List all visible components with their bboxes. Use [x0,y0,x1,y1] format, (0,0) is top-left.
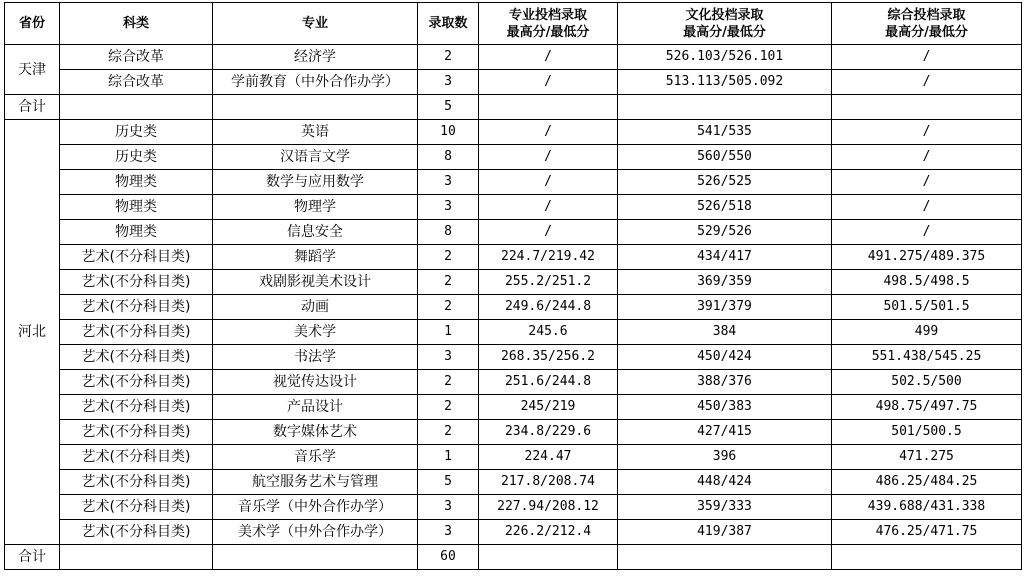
major-cell: 美术学（中外合作办学） [213,520,418,545]
category-cell: 艺术(不分科目类) [60,295,213,320]
cult-score-cell: 541/535 [618,120,832,145]
prof-score-cell: / [479,45,618,70]
comp-score-cell: 498.5/498.5 [832,270,1022,295]
cult-score-cell: 560/550 [618,145,832,170]
table-row [5,245,1022,270]
category-cell: 物理类 [60,220,213,245]
table-row [5,70,1022,95]
admitted-cell: 2 [418,395,479,420]
header-cult-score [618,3,832,45]
prof-score-cell: / [479,220,618,245]
prof-score-cell: 245/219 [479,395,618,420]
comp-score-cell: 501.5/501.5 [832,295,1022,320]
major-cell: 舞蹈学 [213,245,418,270]
major-cell: 英语 [213,120,418,145]
comp-score-cell: / [832,70,1022,95]
admitted-cell: 3 [418,70,479,95]
major-cell: 数字媒体艺术 [213,420,418,445]
table-row [5,145,1022,170]
admitted-cell: 3 [418,195,479,220]
major-cell: 戏剧影视美术设计 [213,270,418,295]
admitted-cell: 2 [418,420,479,445]
header-comp-score [832,3,1022,45]
empty-cell [479,95,618,120]
major-cell: 美术学 [213,320,418,345]
header-prof-score [479,3,618,45]
header-cult-line2: 最高分/最低分 [683,24,766,40]
table-row [5,170,1022,195]
major-cell: 航空服务艺术与管理 [213,470,418,495]
cult-score-cell: 513.113/505.092 [618,70,832,95]
admitted-cell: 2 [418,270,479,295]
category-cell: 物理类 [60,195,213,220]
prof-score-cell: 226.2/212.4 [479,520,618,545]
cult-score-cell: 391/379 [618,295,832,320]
header-row [5,3,1022,45]
admitted-cell: 3 [418,495,479,520]
cult-score-cell: 434/417 [618,245,832,270]
table-row [5,120,1022,145]
empty-cell [213,545,418,570]
total-row [5,545,1022,570]
empty-cell [832,545,1022,570]
admission-scores-table [4,2,1022,570]
cult-score-cell: 359/333 [618,495,832,520]
header-admitted: 录取数 [418,3,479,45]
empty-cell [60,545,213,570]
prof-score-cell: 224.47 [479,445,618,470]
comp-score-cell: 551.438/545.25 [832,345,1022,370]
admitted-cell: 1 [418,320,479,345]
prof-score-cell: / [479,70,618,95]
category-cell: 综合改革 [60,45,213,70]
table-row [5,295,1022,320]
comp-score-cell: 476.25/471.75 [832,520,1022,545]
category-cell: 艺术(不分科目类) [60,420,213,445]
prof-score-cell: / [479,195,618,220]
comp-score-cell: / [832,220,1022,245]
major-cell: 音乐学 [213,445,418,470]
category-cell: 艺术(不分科目类) [60,445,213,470]
comp-score-cell: 498.75/497.75 [832,395,1022,420]
category-cell: 艺术(不分科目类) [60,395,213,420]
cult-score-cell: 526/518 [618,195,832,220]
major-cell: 经济学 [213,45,418,70]
header-cult-line1: 文化投档录取 [685,7,764,23]
admitted-cell: 1 [418,445,479,470]
prof-score-cell: / [479,170,618,195]
major-cell: 音乐学（中外合作办学） [213,495,418,520]
cult-score-cell: 369/359 [618,270,832,295]
header-comp-line1: 综合投档录取 [887,7,966,23]
comp-score-cell: 502.5/500 [832,370,1022,395]
cult-score-cell: 526.103/526.101 [618,45,832,70]
major-cell: 信息安全 [213,220,418,245]
prof-score-cell: / [479,120,618,145]
category-cell: 历史类 [60,120,213,145]
cult-score-cell: 448/424 [618,470,832,495]
comp-score-cell: 471.275 [832,445,1022,470]
cult-score-cell: 526/525 [618,170,832,195]
empty-cell [618,545,832,570]
cult-score-cell: 419/387 [618,520,832,545]
header-category: 科类 [60,3,213,45]
major-cell: 产品设计 [213,395,418,420]
header-prof-line1: 专业投档录取 [508,7,587,23]
comp-score-cell: 501/500.5 [832,420,1022,445]
table-row [5,45,1022,70]
prof-score-cell: 245.6 [479,320,618,345]
table-row [5,520,1022,545]
comp-score-cell: 491.275/489.375 [832,245,1022,270]
table-row [5,220,1022,245]
prof-score-cell: 268.35/256.2 [479,345,618,370]
admitted-cell: 2 [418,45,479,70]
empty-cell [618,95,832,120]
prof-score-cell: 251.6/244.8 [479,370,618,395]
table-row [5,345,1022,370]
cult-score-cell: 450/424 [618,345,832,370]
empty-cell [832,95,1022,120]
cult-score-cell: 427/415 [618,420,832,445]
table-row [5,470,1022,495]
comp-score-cell: 499 [832,320,1022,345]
admitted-cell: 2 [418,370,479,395]
category-cell: 艺术(不分科目类) [60,495,213,520]
prof-score-cell: / [479,145,618,170]
header-comp-line2: 最高分/最低分 [885,24,968,40]
admitted-cell: 10 [418,120,479,145]
header-major: 专业 [213,3,418,45]
category-cell: 艺术(不分科目类) [60,470,213,495]
category-cell: 历史类 [60,145,213,170]
admitted-cell: 3 [418,520,479,545]
comp-score-cell: / [832,120,1022,145]
empty-cell [213,95,418,120]
comp-score-cell: / [832,145,1022,170]
admitted-cell: 8 [418,220,479,245]
total-row [5,95,1022,120]
admitted-cell: 5 [418,470,479,495]
total-label: 合计 [5,95,60,120]
table-row [5,495,1022,520]
cult-score-cell: 529/526 [618,220,832,245]
category-cell: 物理类 [60,170,213,195]
table-row [5,420,1022,445]
header-prof-line2: 最高分/最低分 [506,24,590,40]
admitted-cell: 8 [418,145,479,170]
major-cell: 汉语言文学 [213,145,418,170]
category-cell: 艺术(不分科目类) [60,520,213,545]
admitted-cell: 2 [418,245,479,270]
prof-score-cell: 227.94/208.12 [479,495,618,520]
category-cell: 艺术(不分科目类) [60,270,213,295]
empty-cell [60,95,213,120]
comp-score-cell: / [832,195,1022,220]
prof-score-cell: 217.8/208.74 [479,470,618,495]
major-cell: 物理学 [213,195,418,220]
total-value: 5 [418,95,479,120]
total-value: 60 [418,545,479,570]
prof-score-cell: 224.7/219.42 [479,245,618,270]
province-cell: 河北 [5,120,60,545]
category-cell: 综合改革 [60,70,213,95]
empty-cell [479,545,618,570]
comp-score-cell: 486.25/484.25 [832,470,1022,495]
province-cell: 天津 [5,45,60,95]
category-cell: 艺术(不分科目类) [60,320,213,345]
header-province: 省份 [5,3,60,45]
admitted-cell: 3 [418,345,479,370]
major-cell: 学前教育（中外合作办学） [213,70,418,95]
table-row [5,445,1022,470]
prof-score-cell: 234.8/229.6 [479,420,618,445]
comp-score-cell: / [832,45,1022,70]
comp-score-cell: / [832,170,1022,195]
table-row [5,395,1022,420]
major-cell: 视觉传达设计 [213,370,418,395]
comp-score-cell: 439.688/431.338 [832,495,1022,520]
cult-score-cell: 396 [618,445,832,470]
table-row [5,320,1022,345]
cult-score-cell: 388/376 [618,370,832,395]
table-row [5,195,1022,220]
major-cell: 动画 [213,295,418,320]
category-cell: 艺术(不分科目类) [60,370,213,395]
major-cell: 书法学 [213,345,418,370]
cult-score-cell: 450/383 [618,395,832,420]
category-cell: 艺术(不分科目类) [60,345,213,370]
total-label: 合计 [5,545,60,570]
prof-score-cell: 249.6/244.8 [479,295,618,320]
admitted-cell: 3 [418,170,479,195]
admitted-cell: 2 [418,295,479,320]
cult-score-cell: 384 [618,320,832,345]
major-cell: 数学与应用数学 [213,170,418,195]
prof-score-cell: 255.2/251.2 [479,270,618,295]
table-row [5,370,1022,395]
table-row [5,270,1022,295]
category-cell: 艺术(不分科目类) [60,245,213,270]
